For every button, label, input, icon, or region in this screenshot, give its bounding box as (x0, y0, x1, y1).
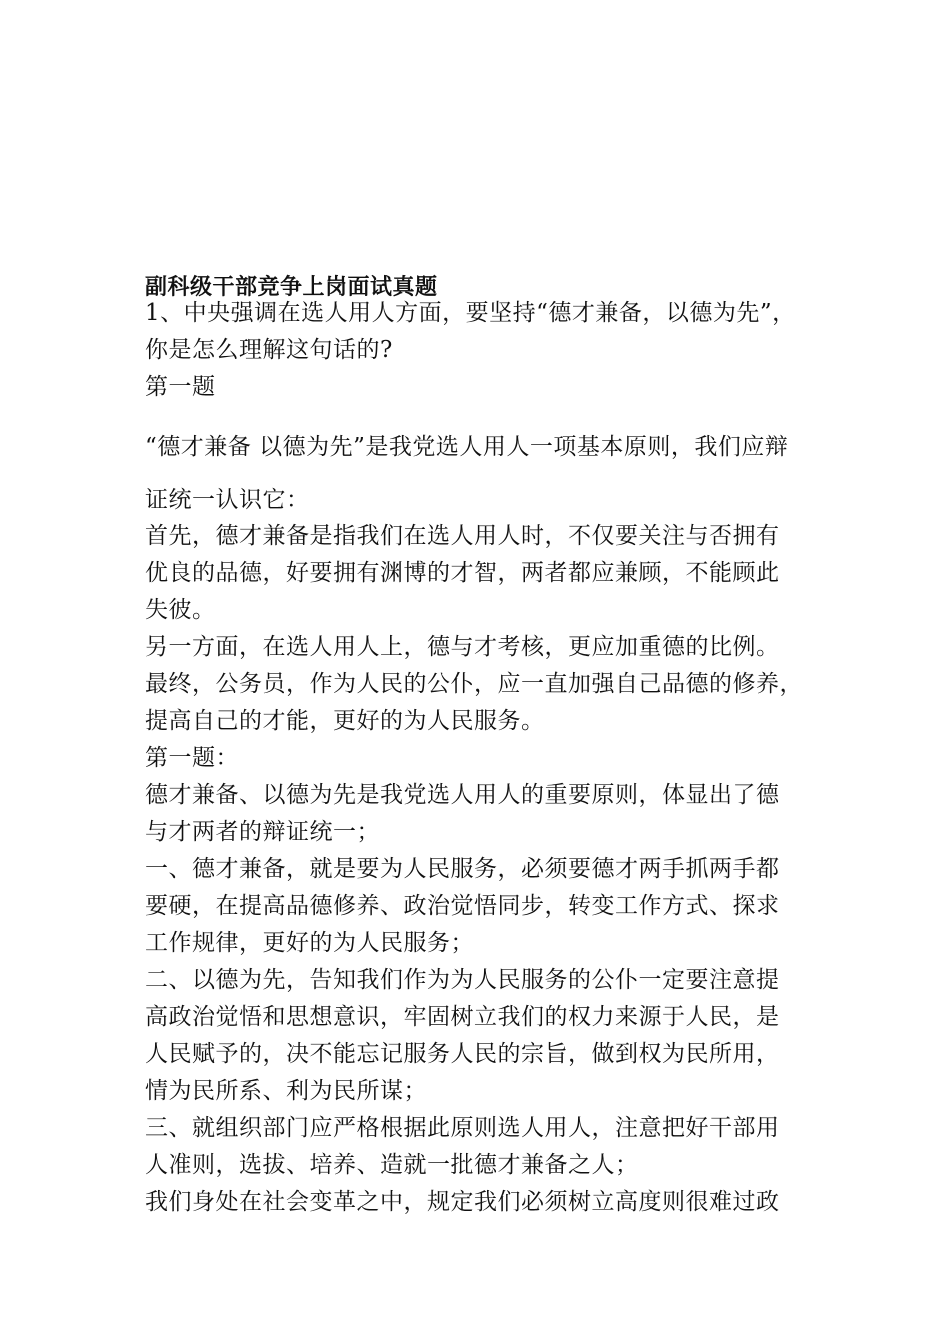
text-line: 证统一认识它： (145, 487, 310, 513)
text-line: 首先，德才兼备是指我们在选人用人时，不仅要关注与否拥有 (145, 523, 780, 549)
text-line: 我们身处在社会变革之中，规定我们必须树立高度则很难过政 (145, 1189, 780, 1215)
text-line: 一、德才兼备，就是要为人民服务，必须要德才两手抓两手都 (145, 856, 780, 882)
text-line: 最终，公务员，作为人民的公仆，应一直加强自己品德的修养， (145, 671, 803, 697)
text-line: 工作规律，更好的为人民服务； (145, 930, 474, 956)
text-line: 另一方面，在选人用人上，德与才考核，更应加重德的比例。 (145, 634, 780, 660)
text-line: 优良的品德，好要拥有渊博的才智，两者都应兼顾，不能顾此 (145, 560, 780, 586)
text-line: 失彼。 (145, 597, 216, 623)
text-line: 德才兼备、以德为先是我党选人用人的重要原则，体显出了德 (145, 782, 780, 808)
text-line: “德才兼备 以德为先”是我党选人用人一项基本原则，我们应辩 (145, 434, 789, 460)
text-line: 第一题： (145, 745, 239, 771)
text-line: 1、中央强调在选人用人方面，要坚持“德才兼备，以德为先”， (145, 300, 796, 326)
document-title: 副科级干部竞争上岗面试真题 (145, 274, 438, 300)
text-line: 人准则，选拔、培养、造就一批德才兼备之人； (145, 1152, 639, 1178)
text-line: 要硬，在提高品德修养、政治觉悟同步，转变工作方式、探求 (145, 893, 780, 919)
text-line: 高政治觉悟和思想意识，牢固树立我们的权力来源于人民，是 (145, 1004, 780, 1030)
text-line: 与才两者的辩证统一； (145, 819, 380, 845)
text-line: 第一题 (145, 374, 216, 400)
text-line: 人民赋予的，决不能忘记服务人民的宗旨，做到权为民所用， (145, 1041, 780, 1067)
text-line: 二、以德为先，告知我们作为为人民服务的公仆一定要注意提 (145, 967, 780, 993)
text-line: 情为民所系、利为民所谋； (145, 1078, 427, 1104)
text-line: 三、就组织部门应严格根据此原则选人用人，注意把好干部用 (145, 1115, 780, 1141)
text-line: 你是怎么理解这句话的? (145, 337, 393, 363)
text-line: 提高自己的才能，更好的为人民服务。 (145, 708, 545, 734)
